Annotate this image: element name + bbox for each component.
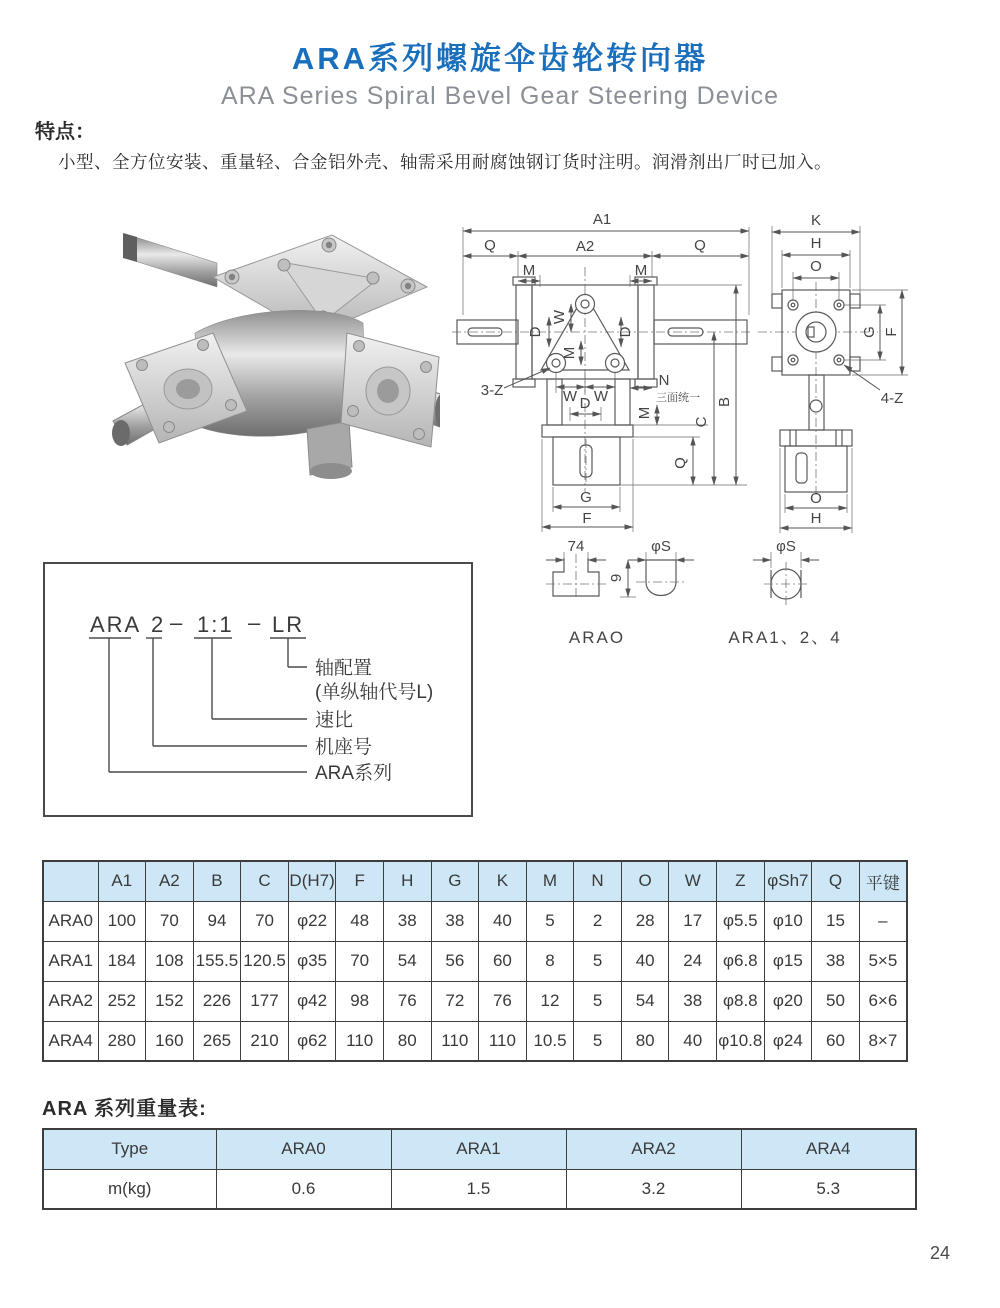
value-cell: φ20 xyxy=(764,981,812,1021)
value-cell: φ6.8 xyxy=(717,941,765,981)
value-cell: 5 xyxy=(574,941,622,981)
value-cell: 8 xyxy=(526,941,574,981)
value-cell: 38 xyxy=(812,941,860,981)
column-header: Q xyxy=(812,861,860,901)
value-cell: 5.3 xyxy=(741,1169,916,1209)
column-header: F xyxy=(336,861,384,901)
callout-labels xyxy=(315,657,433,784)
dimension-table-body xyxy=(43,901,907,1061)
value-cell: 94 xyxy=(193,901,241,941)
detail-caption-ara124: ARA1、2、4 xyxy=(728,628,842,647)
value-cell: 76 xyxy=(383,981,431,1021)
model-designation-box xyxy=(43,562,473,817)
value-cell: 70 xyxy=(241,901,289,941)
value-cell: 2 xyxy=(574,901,622,941)
value-cell: 56 xyxy=(431,941,479,981)
column-header: Z xyxy=(717,861,765,901)
value-cell: 72 xyxy=(431,981,479,1021)
column-header: D(H7) xyxy=(288,861,336,901)
row-header: ARA2 xyxy=(43,981,98,1021)
value-cell: 110 xyxy=(336,1021,384,1061)
value-cell: 3.2 xyxy=(566,1169,741,1209)
dim-label-o-low: O xyxy=(810,490,822,507)
page-number: 24 xyxy=(930,1243,951,1263)
page-title: ARA系列螺旋伞齿轮转向器 xyxy=(291,41,709,76)
row-header: ARA4 xyxy=(43,1021,98,1061)
value-cell: φ35 xyxy=(288,941,336,981)
value-cell: φ10 xyxy=(764,901,812,941)
dim-label-w-bl: W xyxy=(562,388,578,405)
value-cell: 50 xyxy=(812,981,860,1021)
features-text: 小型、全方位安装、重量轻、合金铝外壳、轴需采用耐腐蚀钢订货时注明。润滑剂出厂时已加入。 xyxy=(58,152,832,172)
value-cell: 80 xyxy=(383,1021,431,1061)
value-cell: 5 xyxy=(574,1021,622,1061)
row-header: ARA0 xyxy=(43,901,98,941)
dim-label-g: G xyxy=(580,489,592,506)
label-series: ARA系列 xyxy=(315,763,393,784)
detail-geometry xyxy=(546,552,819,606)
dim-label-g-side: G xyxy=(861,326,878,338)
row-header: ARA1 xyxy=(43,941,98,981)
table-row xyxy=(43,941,907,981)
value-cell: 280 xyxy=(98,1021,146,1061)
column-header: ARA2 xyxy=(566,1129,741,1169)
callout-lines xyxy=(89,638,307,772)
column-header: W xyxy=(669,861,717,901)
model-code xyxy=(90,610,304,637)
value-cell: 110 xyxy=(431,1021,479,1061)
value-cell: 38 xyxy=(431,901,479,941)
value-cell: 28 xyxy=(621,901,669,941)
dimension-table xyxy=(42,860,908,1062)
dim-label-q-low: Q xyxy=(672,457,689,469)
page-subtitle: ARA Series Spiral Bevel Gear Steering Device xyxy=(220,82,780,110)
column-header: 平键 xyxy=(859,861,907,901)
weight-table xyxy=(42,1128,917,1210)
dim-label-w-br: W xyxy=(593,388,609,405)
dim-label-b: B xyxy=(716,396,733,408)
value-cell: 160 xyxy=(146,1021,194,1061)
value-cell: 108 xyxy=(146,941,194,981)
code-frame: 2 xyxy=(151,612,166,637)
value-cell: 70 xyxy=(336,941,384,981)
side-view-labels xyxy=(810,212,903,527)
weight-table-head xyxy=(43,1129,916,1169)
value-cell: 12 xyxy=(526,981,574,1021)
code-dash2: – xyxy=(248,610,263,635)
label-frame: 机座号 xyxy=(315,737,373,758)
value-cell: 184 xyxy=(98,941,146,981)
table-row xyxy=(43,901,907,941)
value-cell: 40 xyxy=(669,1021,717,1061)
dim-label-3z: 3-Z xyxy=(480,382,504,399)
dim-label-f: F xyxy=(582,510,592,527)
dim-label-4z: 4-Z xyxy=(880,390,904,407)
label-shaft-config: 轴配置 xyxy=(315,658,373,679)
weight-table-heading: ARA 系列重量表: xyxy=(42,1098,207,1120)
value-cell: 152 xyxy=(146,981,194,1021)
value-cell: 80 xyxy=(621,1021,669,1061)
table-row xyxy=(43,1169,916,1209)
column-header: B xyxy=(193,861,241,901)
column-header: ARA4 xyxy=(741,1129,916,1169)
features-heading: 特点： xyxy=(35,121,95,143)
dim-label-h-low: H xyxy=(810,510,822,527)
dim-label-9: 9 xyxy=(608,573,625,583)
code-ratio: 1:1 xyxy=(197,612,234,637)
value-cell: 177 xyxy=(241,981,289,1021)
column-header: K xyxy=(479,861,527,901)
value-cell: 40 xyxy=(479,901,527,941)
dim-label-m-mid: M xyxy=(561,346,578,360)
column-header: A1 xyxy=(98,861,146,901)
dim-label-c: C xyxy=(693,416,710,428)
dim-label-d-right: D xyxy=(617,326,634,338)
label-ratio: 速比 xyxy=(315,710,354,731)
dim-label-d-low: D xyxy=(579,395,591,412)
front-view-labels xyxy=(481,211,733,527)
value-cell: – xyxy=(859,901,907,941)
weight-table-body xyxy=(43,1169,916,1209)
value-cell: 40 xyxy=(621,941,669,981)
dim-label-m-left: M xyxy=(522,262,536,279)
value-cell: 210 xyxy=(241,1021,289,1061)
dim-label-d-left: D xyxy=(527,326,544,338)
value-cell: 5 xyxy=(574,981,622,1021)
column-header: O xyxy=(621,861,669,901)
value-cell: 76 xyxy=(479,981,527,1021)
header-row xyxy=(43,861,907,901)
value-cell: 8×7 xyxy=(859,1021,907,1061)
detail-caption-arao: ARAO xyxy=(568,628,626,647)
column-header: ARA1 xyxy=(391,1129,566,1169)
value-cell: 38 xyxy=(383,901,431,941)
dim-label-q-left: Q xyxy=(484,237,496,254)
value-cell: 60 xyxy=(812,1021,860,1061)
row-header: m(kg) xyxy=(43,1169,216,1209)
dim-label-74: 74 xyxy=(567,538,585,555)
front-view-drawing xyxy=(452,207,752,547)
column-header: φSh7 xyxy=(764,861,812,901)
value-cell: φ24 xyxy=(764,1021,812,1061)
dim-label-n: N xyxy=(658,372,670,389)
detail-sketches xyxy=(540,538,870,653)
header-row xyxy=(43,1129,916,1169)
value-cell: 265 xyxy=(193,1021,241,1061)
table-row xyxy=(43,981,907,1021)
value-cell: 155.5 xyxy=(193,941,241,981)
dim-label-k: K xyxy=(810,212,822,229)
value-cell: φ42 xyxy=(288,981,336,1021)
value-cell: 100 xyxy=(98,901,146,941)
dim-label-a2: A2 xyxy=(575,238,595,255)
value-cell: 24 xyxy=(669,941,717,981)
value-cell: 6×6 xyxy=(859,981,907,1021)
model-designation-diagram xyxy=(45,564,471,815)
value-cell: 120.5 xyxy=(241,941,289,981)
front-view-geometry xyxy=(452,267,752,492)
value-cell: 70 xyxy=(146,901,194,941)
column-header: C xyxy=(241,861,289,901)
column-header: A2 xyxy=(146,861,194,901)
dim-label-h-top: H xyxy=(810,235,822,252)
value-cell: 5 xyxy=(526,901,574,941)
dim-label-a1: A1 xyxy=(592,211,612,228)
value-cell: 17 xyxy=(669,901,717,941)
dim-label-w-top: W xyxy=(551,309,568,325)
dim-label-m-low: M xyxy=(636,406,653,420)
value-cell: 1.5 xyxy=(391,1169,566,1209)
label-shaft-note: (单纵轴代号L) xyxy=(315,682,434,703)
value-cell: 54 xyxy=(383,941,431,981)
value-cell: 98 xyxy=(336,981,384,1021)
value-cell: φ15 xyxy=(764,941,812,981)
code-series: ARA xyxy=(90,612,142,637)
dim-label-phis-a: φS xyxy=(651,538,671,555)
value-cell: φ10.8 xyxy=(717,1021,765,1061)
column-header xyxy=(43,861,98,901)
column-header: G xyxy=(431,861,479,901)
value-cell: 5×5 xyxy=(859,941,907,981)
product-photo xyxy=(95,215,440,510)
dim-label-m-right: M xyxy=(634,262,648,279)
value-cell: 226 xyxy=(193,981,241,1021)
value-cell: 252 xyxy=(98,981,146,1021)
column-header: H xyxy=(383,861,431,901)
value-cell: 38 xyxy=(669,981,717,1021)
value-cell: 110 xyxy=(479,1021,527,1061)
column-header: ARA0 xyxy=(216,1129,391,1169)
drawing-note: 三面统一 xyxy=(656,392,700,404)
value-cell: φ62 xyxy=(288,1021,336,1061)
dim-label-phis-b: φS xyxy=(776,538,796,555)
table-row xyxy=(43,1021,907,1061)
value-cell: φ8.8 xyxy=(717,981,765,1021)
column-header: Type xyxy=(43,1129,216,1169)
value-cell: 48 xyxy=(336,901,384,941)
side-view-drawing xyxy=(748,210,948,550)
value-cell: 15 xyxy=(812,901,860,941)
code-dash1: – xyxy=(170,610,185,635)
dim-label-f-side: F xyxy=(883,327,900,337)
value-cell: 54 xyxy=(621,981,669,1021)
value-cell: 10.5 xyxy=(526,1021,574,1061)
dim-label-o-top: O xyxy=(810,258,822,275)
value-cell: φ22 xyxy=(288,901,336,941)
dim-label-q-right: Q xyxy=(694,237,706,254)
value-cell: 0.6 xyxy=(216,1169,391,1209)
dimension-table-head xyxy=(43,861,907,901)
side-view-dimensions xyxy=(772,226,908,533)
code-shaft: LR xyxy=(272,612,305,637)
side-view-geometry xyxy=(758,282,878,498)
column-header: M xyxy=(526,861,574,901)
gearbox-illustration xyxy=(112,233,440,479)
value-cell: 60 xyxy=(479,941,527,981)
value-cell: φ5.5 xyxy=(717,901,765,941)
column-header: N xyxy=(574,861,622,901)
